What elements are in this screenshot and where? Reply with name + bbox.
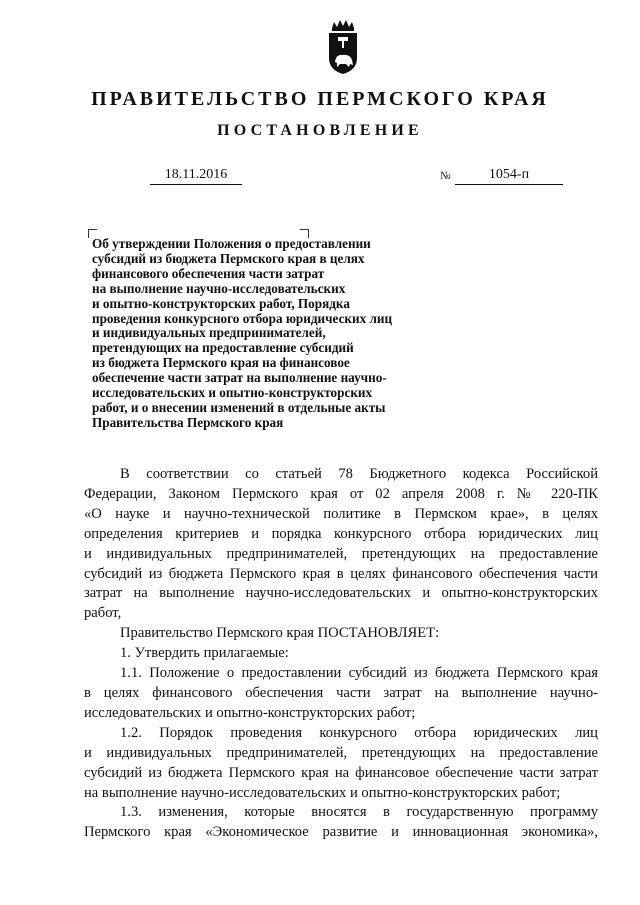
subject-line: претендующих на предоставление субсидий (92, 340, 354, 356)
body-line: работ, (84, 605, 122, 622)
number-sign: № (440, 170, 451, 182)
document-type: ПОСТАНОВЛЕНИЕ (217, 122, 423, 139)
subject-line: из бюджета Пермского края на финансовое (92, 355, 350, 371)
organization-title: ПРАВИТЕЛЬСТВО ПЕРМСКОГО КРАЯ (91, 88, 549, 110)
subject-line: Об утверждении Положения о предоставлении (92, 236, 371, 251)
body-line: и индивидуальных предпринимателей, претендующих на предоставление (84, 744, 598, 761)
body-line: Правительство Пермского края ПОСТАНОВЛЯЕТ: (120, 625, 440, 642)
body-line: 1. Утвердить прилагаемые: (120, 645, 289, 662)
subject-line: и опытно-конструкторских работ, Порядка (92, 295, 350, 311)
document-body (84, 465, 598, 843)
body-line: В соответствии со статьей 78 Бюджетного кодекса Российской (120, 466, 598, 482)
body-line: Федерации, Законом Пермского края от 02 апреля 2008 г. № 220-ПК (84, 485, 598, 502)
body-line: 1.2. Порядок проведения конкурсного отбора юридических лиц (120, 724, 598, 741)
subject-line: исследовательских и опытно-конструкторских (92, 385, 373, 401)
subject-line: и индивидуальных предпринимателей, (92, 325, 326, 341)
perm-krai-coat-of-arms-icon (326, 18, 360, 76)
subject-line: финансового обеспечения части затрат (92, 265, 325, 281)
body-line: и индивидуальных предпринимателей, претендующих на предоставление (84, 545, 598, 562)
document-subject (92, 237, 442, 431)
subject-line: Правительства Пермского края (92, 414, 284, 430)
subject-line: обеспечение части затрат на выполнение научно- (92, 370, 387, 386)
document-date: 18.11.2016 (150, 166, 242, 185)
body-line: субсидий из бюджета Пермского края на финансовое обеспечение части затрат (84, 764, 598, 781)
body-line: определения критериев и порядка конкурсного отбора юридических лиц (84, 525, 598, 542)
body-line: затрат на выполнение научно-исследовательских и опытно-конструкторских (84, 585, 598, 602)
body-line: Пермского края «Экономическое развитие и инновационная экономика», (84, 824, 598, 841)
body-line: субсидий из бюджета Пермского края в целях финансового обеспечения части (84, 565, 598, 582)
body-line: 1.1. Положение о предоставлении субсидий из бюджета Пермского края (120, 665, 598, 682)
subject-line: на выполнение научно-исследовательских (92, 280, 346, 296)
subject-line: субсидий из бюджета Пермского края в целях (92, 250, 365, 266)
body-line: «О науке и научно-технической политике в Пермском крае», в целях (84, 505, 598, 522)
body-line: исследовательских и опытно-конструкторских работ; (84, 704, 416, 721)
subject-line: проведения конкурсного отбора юридических лиц (92, 310, 393, 326)
body-line: в целях финансового обеспечения части затрат на выполнение научно- (84, 684, 598, 701)
document-number: 1054-п (455, 166, 563, 185)
subject-line: работ, и о внесении изменений в отдельные акты (92, 399, 386, 415)
body-line: на выполнение научно-исследовательских и опытно-конструкторских работ; (84, 784, 561, 801)
body-line: 1.3. изменения, которые вносятся в государственную программу (120, 804, 598, 821)
